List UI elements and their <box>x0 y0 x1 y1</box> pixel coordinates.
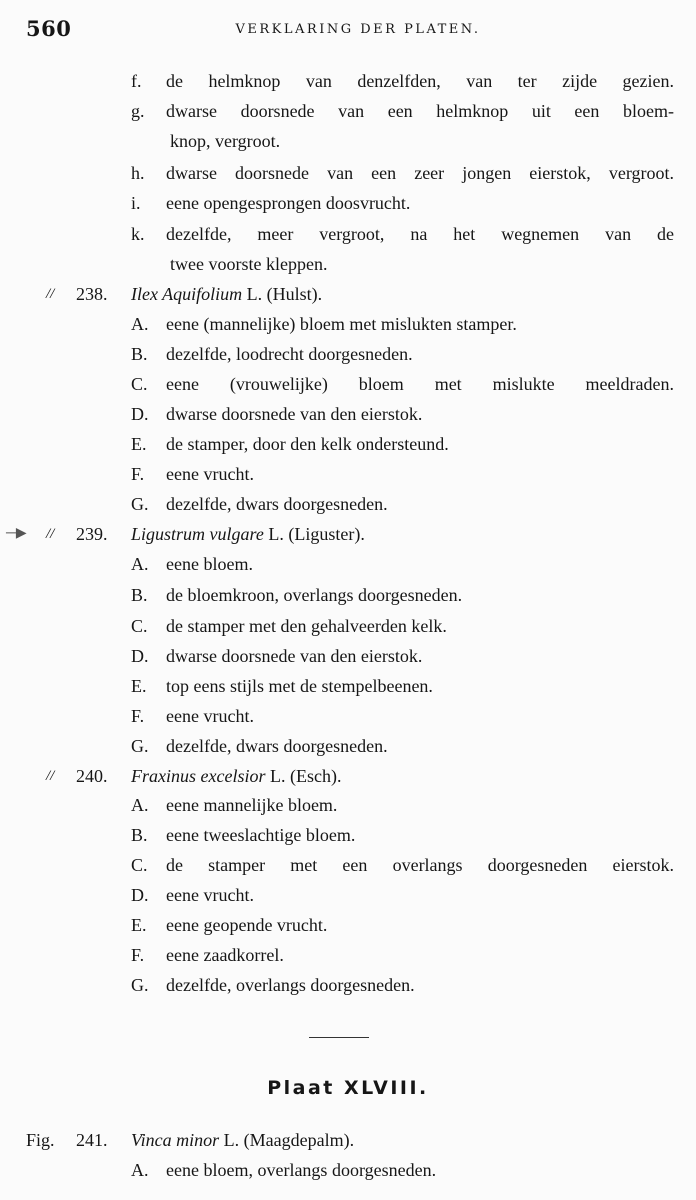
entry-letter: F. <box>131 464 145 484</box>
entry-text: eene geopende vrucht. <box>166 915 328 935</box>
entry-line <box>0 66 696 96</box>
entry-line <box>0 219 696 249</box>
taxon-rest: L. (Liguster). <box>263 524 365 544</box>
taxon-rest: L. (Hulst). <box>242 284 323 304</box>
latin-name: Ilex Aquifolium <box>131 284 243 304</box>
entry-text: de helmknop van denzelfden, van ter zijde gezien. <box>166 71 674 91</box>
entry-line <box>0 641 696 671</box>
figure-heading <box>0 519 696 549</box>
entry-text: eene (vrouwelijke) bloem met mislukte meeldraden. <box>166 374 674 394</box>
entry-text: dezelfde, overlangs doorgesneden. <box>166 975 415 995</box>
figure-taxon <box>131 1125 354 1155</box>
entry-line <box>0 429 696 459</box>
entry-line <box>0 399 696 429</box>
entry-letter: C. <box>131 374 148 394</box>
entry-line <box>0 910 696 940</box>
figure-number: 238. <box>76 284 108 304</box>
entry-letter: C. <box>131 616 148 636</box>
entry-letter: G. <box>131 494 149 514</box>
entry-text: eene opengesprongen doosvrucht. <box>166 193 411 213</box>
figure-heading <box>0 761 696 791</box>
entry-line <box>0 671 696 701</box>
entry-letter: D. <box>131 646 149 666</box>
entry-line <box>0 701 696 731</box>
entry-text: eene bloem, overlangs doorgesneden. <box>166 1160 437 1180</box>
entry-text: dezelfde, meer vergroot, na het wegnemen van de <box>166 224 674 244</box>
entry-letter: f. <box>131 71 142 91</box>
entry-text: eene (mannelijke) bloem met mislukten stamper. <box>166 314 517 334</box>
entry-letter: D. <box>131 885 149 905</box>
figure-taxon <box>131 519 365 549</box>
figure-taxon <box>131 279 322 309</box>
entry-letter: F. <box>131 706 145 726</box>
figure-number: 241. <box>76 1130 108 1150</box>
entry-letter: E. <box>131 434 147 454</box>
entry-text: eene vrucht. <box>166 706 254 726</box>
entry-line <box>0 188 696 218</box>
entry-text: eene vrucht. <box>166 464 254 484</box>
entry-text: dezelfde, loodrecht doorgesneden. <box>166 344 413 364</box>
entry-text: de stamper met den gehalveerden kelk. <box>166 616 447 636</box>
entry-line <box>0 970 696 1000</box>
entry-letter: A. <box>131 554 149 574</box>
figure-mark: // <box>46 526 55 542</box>
latin-name: Vinca minor <box>131 1130 220 1150</box>
entry-continuation <box>0 126 696 156</box>
entry-text: dezelfde, dwars doorgesneden. <box>166 736 388 756</box>
entry-line <box>0 611 696 641</box>
entry-line <box>0 549 696 579</box>
entry-letter: k. <box>131 224 145 244</box>
entry-letter: h. <box>131 163 145 183</box>
entry-letter: A. <box>131 314 149 334</box>
entry-letter: A. <box>131 1160 149 1180</box>
entry-line <box>0 158 696 188</box>
entry-letter: D. <box>131 404 149 424</box>
latin-name: Fraxinus excelsior <box>131 766 266 786</box>
entry-text: top eens stijls met de stempelbeenen. <box>166 676 433 696</box>
entry-text: dezelfde, dwars doorgesneden. <box>166 494 388 514</box>
entry-letter: B. <box>131 585 148 605</box>
entry-continuation <box>0 249 696 279</box>
taxon-rest: L. (Esch). <box>265 766 342 786</box>
entry-line <box>0 731 696 761</box>
entry-letter: F. <box>131 945 145 965</box>
entry-line <box>0 940 696 970</box>
entry-line <box>0 790 696 820</box>
entry-line <box>0 850 696 880</box>
entry-line <box>0 369 696 399</box>
page-number: 560 <box>26 16 72 41</box>
entry-text: dwarse doorsnede van den eierstok. <box>166 404 423 424</box>
entry-text: de stamper, door den kelk ondersteund. <box>166 434 449 454</box>
figure-mark: // <box>46 286 55 302</box>
entry-text: knop, vergroot. <box>170 131 281 151</box>
entry-letter: E. <box>131 676 147 696</box>
latin-name: Ligustrum vulgare <box>131 524 264 544</box>
entry-line <box>0 580 696 610</box>
entry-line <box>0 880 696 910</box>
entry-letter: A. <box>131 795 149 815</box>
entry-line <box>0 1155 696 1185</box>
entry-line <box>0 339 696 369</box>
entry-text: dwarse doorsnede van den eierstok. <box>166 646 423 666</box>
figure-heading <box>0 1125 696 1155</box>
entry-letter: i. <box>131 193 141 213</box>
figure-number: 239. <box>76 524 108 544</box>
entry-text: eene zaadkorrel. <box>166 945 284 965</box>
entry-line <box>0 820 696 850</box>
entry-text: eene vrucht. <box>166 885 254 905</box>
entry-text: dwarse doorsnede van een zeer jongen eierstok, vergroot. <box>166 163 674 183</box>
entry-letter: B. <box>131 344 148 364</box>
entry-letter: G. <box>131 736 149 756</box>
entry-letter: G. <box>131 975 149 995</box>
figure-taxon <box>131 761 341 791</box>
section-divider <box>309 1037 369 1038</box>
entry-text: twee voorste kleppen. <box>170 254 328 274</box>
entry-text: de bloemkroon, overlangs doorgesneden. <box>166 585 463 605</box>
entry-letter: E. <box>131 915 147 935</box>
entry-line <box>0 489 696 519</box>
entry-letter: C. <box>131 855 148 875</box>
entry-letter: g. <box>131 101 145 121</box>
plate-title: Plaat XLVIII. <box>267 1077 429 1099</box>
entry-line <box>0 459 696 489</box>
entry-text: dwarse doorsnede van een helmknop uit een bloem- <box>166 101 674 121</box>
entry-letter: B. <box>131 825 148 845</box>
entry-text: eene tweeslachtige bloem. <box>166 825 356 845</box>
entry-line <box>0 309 696 339</box>
running-head: VERKLARING DER PLATEN. <box>235 22 481 37</box>
entry-text: de stamper met een overlangs doorgesneden eierstok. <box>166 855 674 875</box>
taxon-rest: L. (Maagdepalm). <box>219 1130 355 1150</box>
figure-heading <box>0 279 696 309</box>
entry-text: eene bloem. <box>166 554 253 574</box>
entry-line <box>0 96 696 126</box>
figure-number: 240. <box>76 766 108 786</box>
fig-label: Fig. <box>26 1130 55 1150</box>
entry-text: eene mannelijke bloem. <box>166 795 338 815</box>
figure-mark: // <box>46 768 55 784</box>
pointer-arrow-icon: ─▶ <box>6 526 27 541</box>
